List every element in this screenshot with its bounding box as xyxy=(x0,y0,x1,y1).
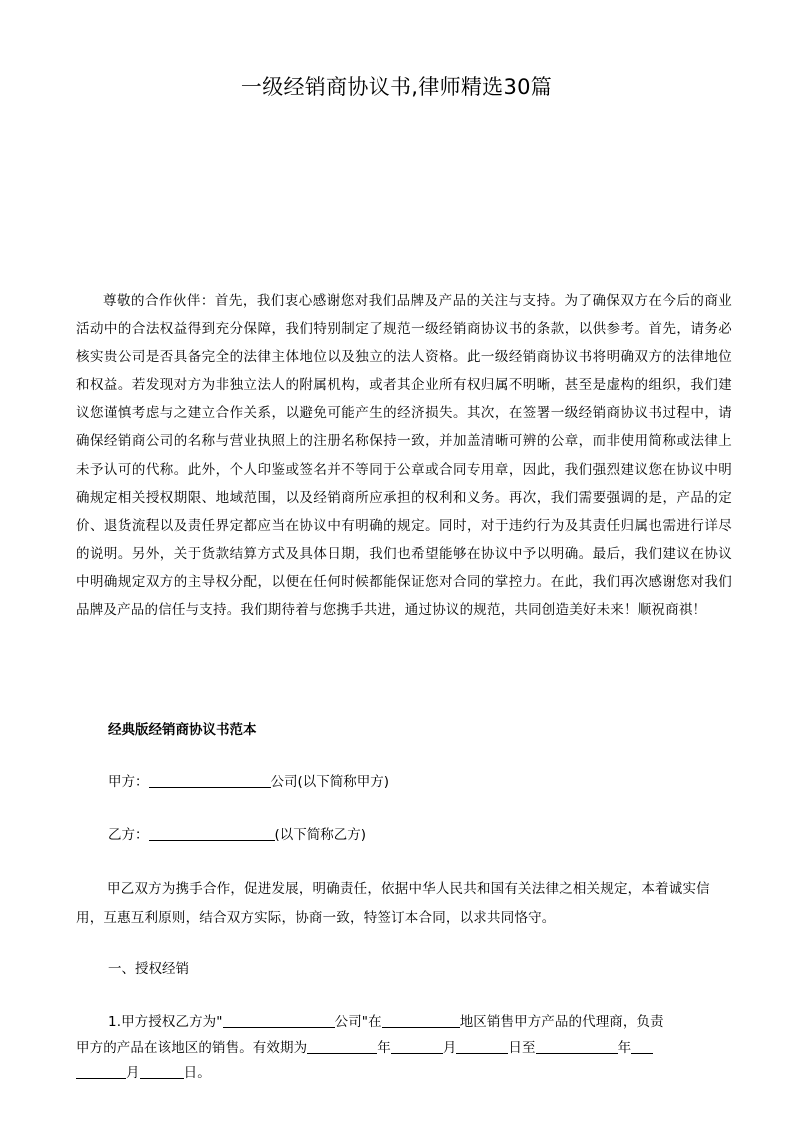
party-b-line xyxy=(108,823,366,847)
company-blank xyxy=(223,1011,335,1028)
clause-text: 公司"在 xyxy=(334,1014,382,1030)
intro-paragraph: 尊敬的合作伙伴：首先，我们衷心感谢您对我们品牌及产品的关注与支持。为了确保双方在今后的商业活动中的合法权益得到充分保障，我们特别制定了规范一级经销商协议书的条款，以供参考。首先，请务必核实贵公司是否具备完全的法律主体地位以及独立的法人资格。此一级经销商协议书将明确双方的法律地位和权益。若发现对方为非独立法人的附属机构，或者其企业所有权归属不明晰，甚至是虚构的组织，我们建议您谨慎考虑与之建立合作关系，以避免可能产生的经济损失。其次，在签署一级经销商协议书过程中，请确保经销商公司的名称与营业执照上的注册名称保持一致，并加盖清晰可辨的公章，而非使用简称或法律上未予认可的代称。此外，个人印鉴或签名并不等同于公章或合同专用章，因此，我们强烈建议您在协议中明确规定相关授权期限、地域范围，以及经销商所应承担的权利和义务。再次，我们需要强调的是，产品的定价、退货流程以及责任界定都应当在协议中有明确的规定。同时，对于违约行为及其责任归属也需进行详尽的说明。另外，关于货款结算方式及具体日期，我们也希望能够在协议中予以明确。最后，我们建议在协议中明确规定双方的主导权分配，以便在任何时候都能保证您对合同的掌控力。在此，我们再次感谢您对我们品牌及产品的信任与支持。我们期待着与您携手共进，通过协议的规范，共同创造美好未来！顺祝商祺！ xyxy=(76,293,732,619)
party-a-label: 甲方： xyxy=(108,774,149,790)
clause-text: 年 xyxy=(617,1039,632,1056)
clause-text: 1.甲方授权乙方为" xyxy=(108,1014,223,1030)
start-month-blank xyxy=(391,1037,443,1054)
party-a-name-blank xyxy=(149,771,271,788)
end-day-blank xyxy=(140,1062,184,1079)
party-a-suffix: 公司(以下简称甲方) xyxy=(270,774,390,790)
clause-text: 月 xyxy=(442,1039,457,1056)
clause-one-line-3 xyxy=(76,1061,740,1087)
sample-heading: 经典版经销商协议书范本 xyxy=(108,722,257,738)
clause-one-line-1 xyxy=(76,1010,740,1036)
clause-text: 年 xyxy=(377,1039,391,1056)
section-heading-authorization: 一、授权经销 xyxy=(108,961,189,977)
region-blank xyxy=(382,1011,460,1028)
clause-text: 甲方的产品在该地区的销售。有效期为 xyxy=(76,1039,308,1056)
clause-one xyxy=(76,1010,740,1087)
party-a-line xyxy=(108,770,389,794)
clause-text: 地区销售甲方产品的代理商，负责 xyxy=(459,1014,664,1030)
clause-text: 月 xyxy=(126,1065,140,1081)
principle-paragraph: 甲乙双方为携手合作，促进发展，明确责任，依据中华人民共和国有关法律之相关规定，本着诚实信用，互惠互利原则，结合双方实际，协商一致，特签订本合同，以求共同恪守。 xyxy=(76,881,710,926)
document-title: 一级经销商协议书,律师精选30篇 xyxy=(240,75,553,99)
party-b-label: 乙方： xyxy=(108,827,149,843)
end-month-blank-start xyxy=(631,1037,653,1054)
end-month-blank xyxy=(76,1062,126,1079)
clause-text: 日。 xyxy=(183,1065,211,1081)
clause-one-line-2 xyxy=(76,1036,740,1062)
party-b-name-blank xyxy=(149,824,275,841)
clause-text: 日至 xyxy=(508,1039,536,1056)
end-year-blank xyxy=(536,1037,618,1054)
start-year-blank xyxy=(307,1037,377,1054)
start-day-blank xyxy=(456,1037,508,1054)
party-b-suffix: (以下简称乙方) xyxy=(274,827,367,843)
